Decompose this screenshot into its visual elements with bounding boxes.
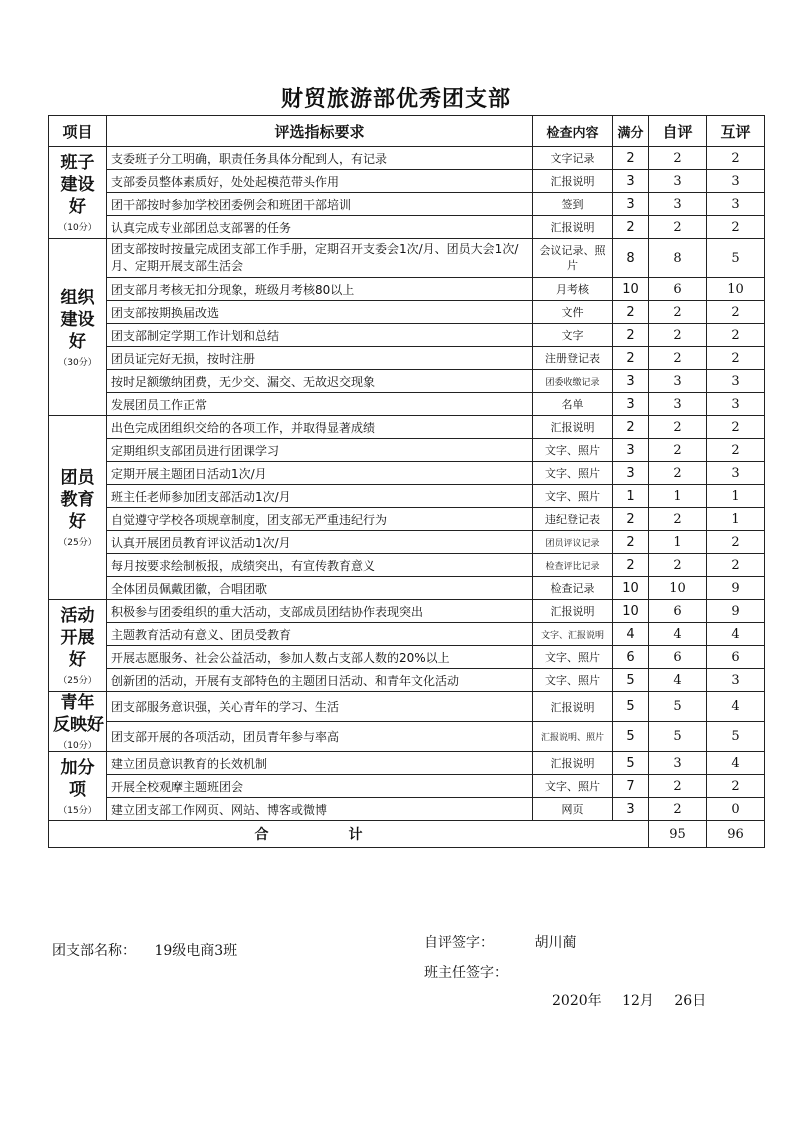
self-score: 3	[649, 393, 707, 416]
check-content: 汇报说明	[533, 692, 613, 722]
indicator-text: 全体团员佩戴团徽，合唱团歌	[107, 577, 533, 600]
section-category	[49, 239, 107, 416]
section-title-line: 好	[69, 512, 86, 532]
section-title-line: 好	[69, 650, 86, 670]
header-full-score: 满分	[613, 116, 649, 147]
full-score: 3	[613, 439, 649, 462]
indicator-text: 认真完成专业部团总支部署的任务	[107, 216, 533, 239]
check-content: 检查记录	[533, 577, 613, 600]
indicator-text: 建立团支部工作网页、网站、博客或微博	[107, 798, 533, 821]
mutual-score: 3	[707, 669, 765, 692]
teacher-signature-label: 班主任签字：	[424, 965, 508, 981]
section-title-line: 青年	[60, 693, 95, 713]
check-content: 检查评比记录	[533, 554, 613, 577]
mutual-score: 2	[707, 416, 765, 439]
self-score: 2	[649, 775, 707, 798]
section-title-line: 加分	[60, 757, 95, 778]
check-content: 汇报说明	[533, 416, 613, 439]
mutual-score: 10	[707, 278, 765, 301]
self-score: 2	[649, 324, 707, 347]
section-category	[49, 147, 107, 239]
mutual-score: 2	[707, 216, 765, 239]
self-score: 2	[649, 301, 707, 324]
full-score: 8	[613, 239, 649, 278]
full-score: 2	[613, 554, 649, 577]
indicator-text: 自觉遵守学校各项规章制度，团支部无严重违纪行为	[107, 508, 533, 531]
full-score: 10	[613, 600, 649, 623]
full-score: 5	[613, 669, 649, 692]
check-content: 违纪登记表	[533, 508, 613, 531]
full-score: 3	[613, 393, 649, 416]
section-category	[49, 752, 107, 821]
section-score: （25分）	[58, 676, 97, 686]
mutual-score: 2	[707, 775, 765, 798]
self-score: 3	[649, 193, 707, 216]
mutual-score: 2	[707, 439, 765, 462]
indicator-text: 团支部按时按量完成团支部工作手册，定期召开支委会1次/月、团员大会1次/月、定期开展支部生活会	[107, 239, 533, 278]
header-project: 项目	[49, 116, 107, 147]
page-title: 财贸旅游部优秀团支部	[280, 87, 511, 112]
table-row	[49, 798, 765, 821]
full-score: 5	[613, 752, 649, 775]
indicator-text: 主题教育活动有意义、团员受教育	[107, 623, 533, 646]
mutual-score: 3	[707, 462, 765, 485]
self-score: 8	[649, 239, 707, 278]
indicator-text: 团支部按期换届改选	[107, 301, 533, 324]
self-score: 3	[649, 170, 707, 193]
self-score: 6	[649, 600, 707, 623]
date-year: 2020年	[552, 993, 602, 1009]
check-content: 月考核	[533, 278, 613, 301]
section-title-line: 开展	[60, 628, 95, 648]
full-score: 2	[613, 147, 649, 170]
section-title-line: 建设	[60, 175, 95, 195]
table-row	[49, 324, 765, 347]
self-score: 6	[649, 278, 707, 301]
table-row	[49, 370, 765, 393]
indicator-text: 开展志愿服务、社会公益活动，参加人数占支部人数的20%以上	[107, 646, 533, 669]
check-content: 文字、照片	[533, 485, 613, 508]
header-indicator: 评选指标要求	[107, 116, 533, 147]
header-check: 检查内容	[533, 116, 613, 147]
sign-date	[552, 990, 706, 1010]
section-title-line: 教育	[60, 490, 95, 510]
total-label: 合计	[49, 821, 649, 848]
indicator-text: 每月按要求绘制板报，成绩突出，有宣传教育意义	[107, 554, 533, 577]
table-body	[49, 147, 765, 821]
date-month: 12月	[622, 993, 654, 1009]
check-content: 文字、照片	[533, 669, 613, 692]
self-score: 4	[649, 623, 707, 646]
section-score: （10分）	[58, 741, 97, 751]
self-score: 3	[649, 370, 707, 393]
mutual-score: 5	[707, 239, 765, 278]
self-signature-label: 自评签字：	[424, 935, 494, 951]
mutual-score: 2	[707, 324, 765, 347]
check-content: 文字、照片	[533, 646, 613, 669]
indicator-text: 出色完成团组织交给的各项工作，并取得显著成绩	[107, 416, 533, 439]
section-title-line: 好	[69, 197, 86, 217]
mutual-score: 4	[707, 623, 765, 646]
indicator-text: 创新团的活动，开展有支部特色的主题团日活动、和青年文化活动	[107, 669, 533, 692]
mutual-score: 3	[707, 393, 765, 416]
indicator-text: 定期组织支部团员进行团课学习	[107, 439, 533, 462]
self-score: 1	[649, 531, 707, 554]
table-row	[49, 347, 765, 370]
indicator-text: 团支部服务意识强，关心青年的学习、生活	[107, 692, 533, 722]
check-content: 文字、照片	[533, 462, 613, 485]
check-content: 汇报说明、照片	[533, 722, 613, 752]
table-row	[49, 508, 765, 531]
mutual-score: 3	[707, 170, 765, 193]
table-row	[49, 239, 765, 278]
total-row	[49, 821, 765, 848]
full-score: 3	[613, 462, 649, 485]
mutual-score: 4	[707, 692, 765, 722]
table-row	[49, 216, 765, 239]
section-title-line: 项	[69, 779, 86, 800]
section-category	[49, 600, 107, 692]
teacher-signature	[424, 962, 508, 982]
self-score: 2	[649, 439, 707, 462]
indicator-text: 团员证完好无损，按时注册	[107, 347, 533, 370]
indicator-text: 建立团员意识教育的长效机制	[107, 752, 533, 775]
table-row	[49, 752, 765, 775]
check-content: 网页	[533, 798, 613, 821]
table-row	[49, 722, 765, 752]
table-header-row	[49, 116, 765, 147]
mutual-score: 1	[707, 485, 765, 508]
mutual-score: 4	[707, 752, 765, 775]
table-row	[49, 775, 765, 798]
table-row	[49, 439, 765, 462]
self-score: 5	[649, 692, 707, 722]
full-score: 3	[613, 193, 649, 216]
check-content: 文件	[533, 301, 613, 324]
table-row	[49, 623, 765, 646]
check-content: 文字	[533, 324, 613, 347]
self-signature	[424, 932, 576, 952]
check-content: 汇报说明	[533, 170, 613, 193]
mutual-score: 2	[707, 301, 765, 324]
full-score: 2	[613, 416, 649, 439]
full-score: 6	[613, 646, 649, 669]
self-score: 3	[649, 752, 707, 775]
section-category	[49, 692, 107, 752]
check-content: 团委收缴记录	[533, 370, 613, 393]
branch-name	[52, 940, 237, 960]
section-score: （15分）	[58, 805, 97, 816]
mutual-score: 2	[707, 147, 765, 170]
indicator-text: 团支部制定学期工作计划和总结	[107, 324, 533, 347]
section-title-line: 建设	[60, 309, 95, 330]
section-score: （30分）	[58, 357, 97, 368]
section-title-line: 组织	[60, 287, 95, 308]
full-score: 4	[613, 623, 649, 646]
section-title-line: 好	[69, 331, 86, 352]
mutual-score: 6	[707, 646, 765, 669]
section-category	[49, 416, 107, 600]
section-title-line: 反映好	[53, 715, 104, 735]
indicator-text: 发展团员工作正常	[107, 393, 533, 416]
mutual-score: 2	[707, 554, 765, 577]
indicator-text: 认真开展团员教育评议活动1次/月	[107, 531, 533, 554]
mutual-score: 9	[707, 600, 765, 623]
total-mutual-score: 96	[707, 821, 765, 848]
check-content: 名单	[533, 393, 613, 416]
indicator-text: 团支部月考核无扣分现象，班级月考核80以上	[107, 278, 533, 301]
full-score: 5	[613, 692, 649, 722]
full-score: 5	[613, 722, 649, 752]
self-score: 4	[649, 669, 707, 692]
check-content: 注册登记表	[533, 347, 613, 370]
table-row	[49, 462, 765, 485]
indicator-text: 团支部开展的各项活动，团员青年参与率高	[107, 722, 533, 752]
check-content: 会议记录、照片	[533, 239, 613, 278]
table-row	[49, 147, 765, 170]
table-row	[49, 170, 765, 193]
table-row	[49, 393, 765, 416]
evaluation-table	[48, 115, 765, 848]
indicator-text: 开展全校观摩主题班团会	[107, 775, 533, 798]
section-title-line: 团员	[60, 468, 95, 488]
header-mutual-score: 互评	[707, 116, 765, 147]
full-score: 1	[613, 485, 649, 508]
self-score: 6	[649, 646, 707, 669]
table-row	[49, 416, 765, 439]
check-content: 汇报说明	[533, 216, 613, 239]
indicator-text: 支部委员整体素质好，处处起模范带头作用	[107, 170, 533, 193]
self-score: 2	[649, 147, 707, 170]
section-score: （10分）	[58, 223, 97, 233]
full-score: 2	[613, 216, 649, 239]
table-row	[49, 193, 765, 216]
self-score: 2	[649, 416, 707, 439]
check-content: 签到	[533, 193, 613, 216]
table-row	[49, 278, 765, 301]
indicator-text: 定期开展主题团日活动1次/月	[107, 462, 533, 485]
self-score: 2	[649, 798, 707, 821]
header-self-score: 自评	[649, 116, 707, 147]
full-score: 2	[613, 347, 649, 370]
section-score: （25分）	[58, 538, 97, 548]
table-row	[49, 485, 765, 508]
mutual-score: 0	[707, 798, 765, 821]
indicator-text: 支委班子分工明确，职责任务具体分配到人，有记录	[107, 147, 533, 170]
branch-name-label: 团支部名称：	[52, 943, 136, 959]
mutual-score: 2	[707, 531, 765, 554]
check-content: 汇报说明	[533, 752, 613, 775]
full-score: 10	[613, 577, 649, 600]
check-content: 文字记录	[533, 147, 613, 170]
mutual-score: 3	[707, 370, 765, 393]
branch-name-value: 19级电商3班	[154, 943, 238, 959]
full-score: 7	[613, 775, 649, 798]
date-day: 26日	[674, 993, 707, 1009]
self-score: 2	[649, 554, 707, 577]
mutual-score: 1	[707, 508, 765, 531]
self-signature-value: 胡川蔺	[534, 935, 577, 951]
self-score: 5	[649, 722, 707, 752]
table-row	[49, 600, 765, 623]
mutual-score: 3	[707, 193, 765, 216]
table-row	[49, 646, 765, 669]
self-score: 2	[649, 508, 707, 531]
full-score: 2	[613, 508, 649, 531]
indicator-text: 按时足额缴纳团费，无少交、漏交、无故迟交现象	[107, 370, 533, 393]
mutual-score: 2	[707, 347, 765, 370]
section-title-line: 活动	[60, 606, 95, 626]
full-score: 3	[613, 370, 649, 393]
table-row	[49, 692, 765, 722]
full-score: 2	[613, 324, 649, 347]
indicator-text: 积极参与团委组织的重大活动，支部成员团结协作表现突出	[107, 600, 533, 623]
table-row	[49, 301, 765, 324]
indicator-text: 班主任老师参加团支部活动1次/月	[107, 485, 533, 508]
self-score: 2	[649, 216, 707, 239]
self-score: 2	[649, 347, 707, 370]
full-score: 2	[613, 301, 649, 324]
table-row	[49, 669, 765, 692]
indicator-text: 团干部按时参加学校团委例会和班团干部培训	[107, 193, 533, 216]
check-content: 文字、汇报说明	[533, 623, 613, 646]
self-score: 1	[649, 485, 707, 508]
check-content: 文字、照片	[533, 775, 613, 798]
section-title-line: 班子	[60, 153, 95, 173]
mutual-score: 5	[707, 722, 765, 752]
check-content: 汇报说明	[533, 600, 613, 623]
table-row	[49, 577, 765, 600]
full-score: 3	[613, 170, 649, 193]
self-score: 10	[649, 577, 707, 600]
self-score: 2	[649, 462, 707, 485]
table-row	[49, 531, 765, 554]
table-row	[49, 554, 765, 577]
full-score: 2	[613, 531, 649, 554]
full-score: 3	[613, 798, 649, 821]
check-content: 文字、照片	[533, 439, 613, 462]
full-score: 10	[613, 278, 649, 301]
total-self-score: 95	[649, 821, 707, 848]
check-content: 团员评议记录	[533, 531, 613, 554]
mutual-score: 9	[707, 577, 765, 600]
